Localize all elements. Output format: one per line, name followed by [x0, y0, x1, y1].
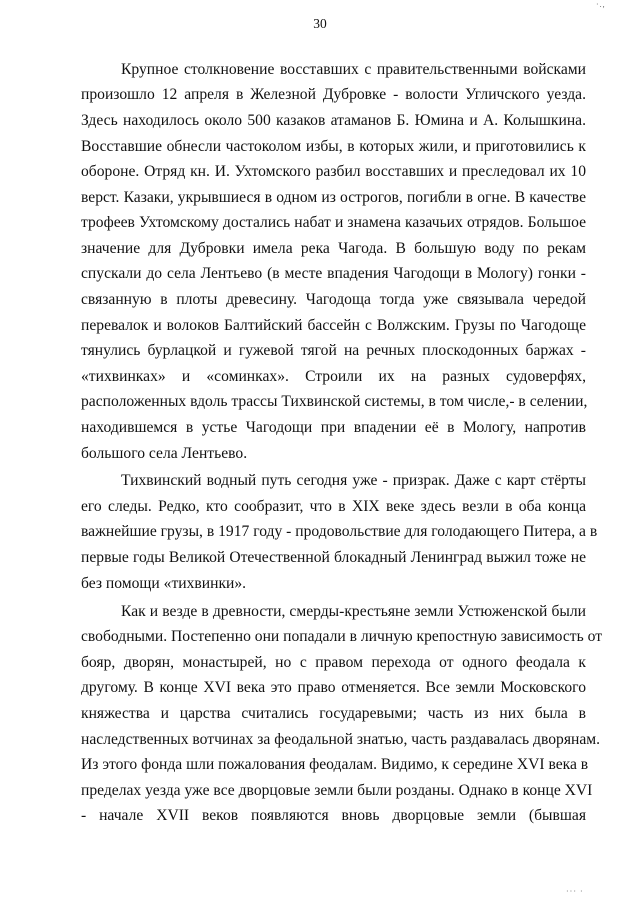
- paragraph-3-line-1: Как и везде в древности, смерды-крестьяне земли Устюженской были: [121, 603, 586, 620]
- paragraph-1-line-16: большого села Лентьево.: [81, 445, 248, 462]
- paragraph-1-line-13: «тихвинках» и «соминках». Строили их на разных судоверфях,: [81, 368, 586, 385]
- paragraph-1-line-15: находившемся в устье Чагодощи при впадении её в Мологу, напротив: [81, 419, 586, 436]
- paragraph-3-line-2: свободными. Постепенно они попадали в личную крепостную зависимость от: [81, 628, 603, 645]
- paragraph-1-line-3: Здесь находилось около 500 казаков атаманов Б. Юмина и А. Колышкина.: [81, 112, 586, 129]
- paragraph-1-line-14: расположенных вдоль трассы Тихвинской системы, в том числе,- в селении,: [81, 393, 588, 410]
- paragraph-2-line-5: без помощи «тихвинки».: [81, 575, 247, 592]
- paragraph-1-line-7: трофеев Ухтомскому достались набат и знамена казачьих отрядов. Большое: [81, 214, 586, 231]
- paragraph-1-line-9: спускали до села Лентьево (в месте впадения Чагодощи в Мологу) гонки -: [81, 265, 586, 282]
- paragraph-3-line-3: бояр, дворян, монастырей, но с правом перехода от одного феодала к: [81, 654, 586, 671]
- paragraph-1-line-4: Восставшие обнесли частоколом избы, в которых жили, и приготовились к: [81, 138, 586, 155]
- paragraph-3-line-5: княжества и царства считались государевыми; часть из них была в: [81, 705, 586, 722]
- paragraph-1-line-8: значение для Дубровки имела река Чагода. В большую воду по рекам: [81, 240, 586, 257]
- paragraph-2-line-2: его следы. Редко, кто сообразит, что в XIX веке здесь везли в оба конца: [81, 498, 586, 515]
- paragraph-2-line-1: Тихвинский водный путь сегодня уже - призрак. Даже с карт стёрты: [121, 472, 586, 489]
- paragraph-2-line-3: важнейшие грузы, в 1917 году - продовольствие для голодающего Питера, а в: [81, 523, 598, 540]
- scan-mark-top: ·.,: [596, 0, 606, 9]
- paragraph-1-line-1: Крупное столкновение восставших с правительственными войсками: [121, 61, 586, 78]
- paragraph-3-line-4: другому. В конце XVI века это право отменяется. Все земли Московского: [81, 679, 586, 696]
- paragraph-3-line-9: - начале XVII веков появляются вновь дворцовые земли (бывшая: [81, 807, 586, 824]
- paragraph-2-line-4: первые годы Великой Отечественной блокадный Ленинград выжил тоже не: [81, 549, 586, 566]
- paragraph-3-line-6: наследственных вотчинах за феодальной знатью, часть раздавалась дворянам.: [81, 731, 601, 748]
- paragraph-1-line-2: произошло 12 апреля в Железной Дубровке - волости Угличского уезда.: [81, 86, 586, 103]
- paragraph-1-line-5: обороне. Отряд кн. И. Ухтомского разбил восставших и преследовал их 10: [81, 163, 586, 180]
- paragraph-1-line-11: перевалок и волоков Балтийский бассейн с Волжским. Грузы по Чагодоще: [81, 317, 586, 334]
- paragraph-1-line-12: тянулись бурлацкой и гужевой тягой на речных плоскодонных баржах -: [81, 342, 586, 359]
- page-number: 30: [313, 16, 327, 31]
- scan-mark-bottom: ··· ·: [566, 887, 584, 896]
- paragraph-3-line-7: Из этого фонда шли пожалования феодалам. Видимо, к середине XVI века в: [81, 756, 589, 773]
- paragraph-1-line-6: верст. Казаки, укрывшиеся в одном из острогов, погибли в огне. В качестве: [81, 189, 586, 206]
- paragraph-3-line-8: пределах уезда уже все дворцовые земли были розданы. Однако в конце XVI: [81, 782, 593, 799]
- paragraph-1-line-10: связанную в плоты древесину. Чагодоща тогда уже связывала чередой: [81, 291, 586, 308]
